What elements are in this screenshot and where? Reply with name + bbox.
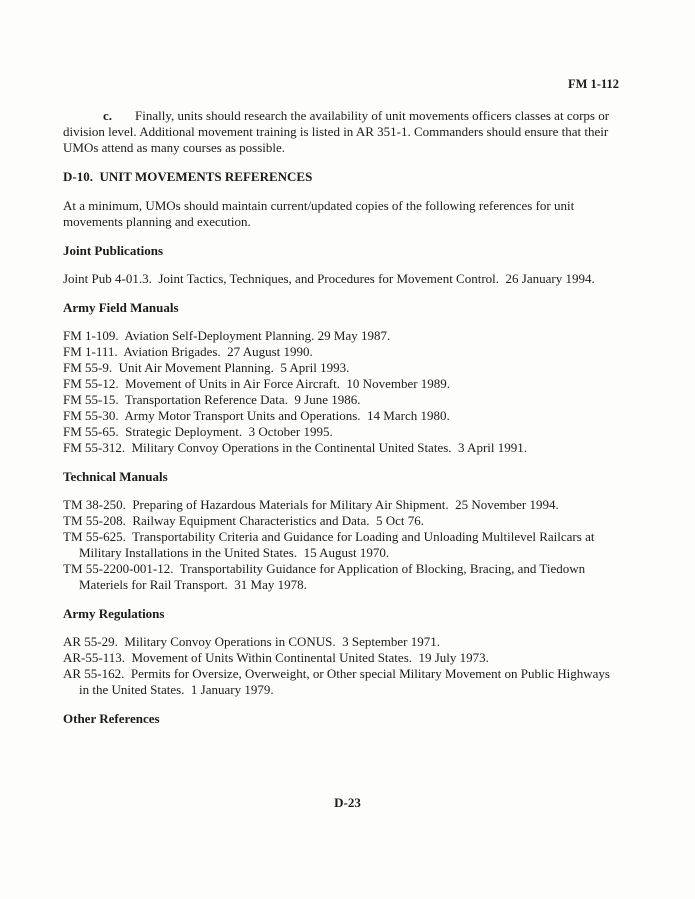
paragraph-c-label: c. xyxy=(103,108,113,123)
group-heading: Technical Manuals xyxy=(63,469,168,484)
reference-item: FM 55-12. Movement of Units in Air Force Aircraft. 10 November 1989. xyxy=(63,376,451,391)
reference-item: TM 55-625. Transportability Criteria and Guidance for Loading and Unloading Multilevel Railcars at Military Installations in the United States. 15 August 1970. xyxy=(63,529,598,560)
group-heading: Army Field Manuals xyxy=(63,300,179,315)
reference-item: AR 55-162. Permits for Oversize, Overweight, or Other special Military Movement on Public Highways in the United States. 1 January 1979. xyxy=(63,666,614,697)
reference-item: TM 38-250. Preparing of Hazardous Materials for Military Air Shipment. 25 November 1994. xyxy=(63,497,559,512)
reference-groups xyxy=(63,243,619,727)
group-list xyxy=(63,328,619,456)
paragraph-c xyxy=(63,108,619,156)
paragraph-c-text: Finally, units should research the availability of unit movements officers classes at corps or division level. Additional movement training is listed in AR 351-1. Commanders should ensure that their UMOs attend as many courses as possible. xyxy=(63,108,610,155)
reference-group xyxy=(63,300,619,456)
group-list xyxy=(63,497,619,593)
group-list xyxy=(63,271,619,287)
reference-item: AR-55-113. Movement of Units Within Continental United States. 19 July 1973. xyxy=(63,650,489,665)
page-footer xyxy=(0,795,695,811)
reference-group xyxy=(63,711,619,727)
group-heading: Joint Publications xyxy=(63,243,164,258)
document-number: FM 1-112 xyxy=(567,77,619,91)
reference-item: FM 55-15. Transportation Reference Data. 9 June 1986. xyxy=(63,392,361,407)
reference-item: FM 55-9. Unit Air Movement Planning. 5 April 1993. xyxy=(63,360,350,375)
group-heading: Army Regulations xyxy=(63,606,165,621)
section-heading: D-10. UNIT MOVEMENTS REFERENCES xyxy=(63,169,313,184)
reference-item: TM 55-2200-001-12. Transportability Guidance for Application of Blocking, Bracing, and Tiedown Materiels for Rail Transport. 31 May 1978. xyxy=(63,561,589,592)
reference-item: FM 1-109. Aviation Self-Deployment Planning. 29 May 1987. xyxy=(63,328,391,343)
page-header xyxy=(63,76,619,92)
reference-item: Joint Pub 4-01.3. Joint Tactics, Techniques, and Procedures for Movement Control. 26 January 1994. xyxy=(63,271,595,286)
reference-item: AR 55-29. Military Convoy Operations in CONUS. 3 September 1971. xyxy=(63,634,440,649)
reference-item: TM 55-208. Railway Equipment Characteristics and Data. 5 Oct 76. xyxy=(63,513,425,528)
reference-item: FM 55-30. Army Motor Transport Units and Operations. 14 March 1980. xyxy=(63,408,450,423)
group-list xyxy=(63,634,619,698)
reference-group xyxy=(63,606,619,698)
section-intro: At a minimum, UMOs should maintain current/updated copies of the following references for unit movements planning and execution. xyxy=(63,198,575,229)
reference-item: FM 55-65. Strategic Deployment. 3 October 1995. xyxy=(63,424,333,439)
reference-group xyxy=(63,469,619,593)
page-number: D-23 xyxy=(334,795,361,810)
reference-group xyxy=(63,243,619,287)
group-heading: Other References xyxy=(63,711,160,726)
reference-item: FM 55-312. Military Convoy Operations in the Continental United States. 3 April 1991. xyxy=(63,440,527,455)
reference-item: FM 1-111. Aviation Brigades. 27 August 1990. xyxy=(63,344,313,359)
